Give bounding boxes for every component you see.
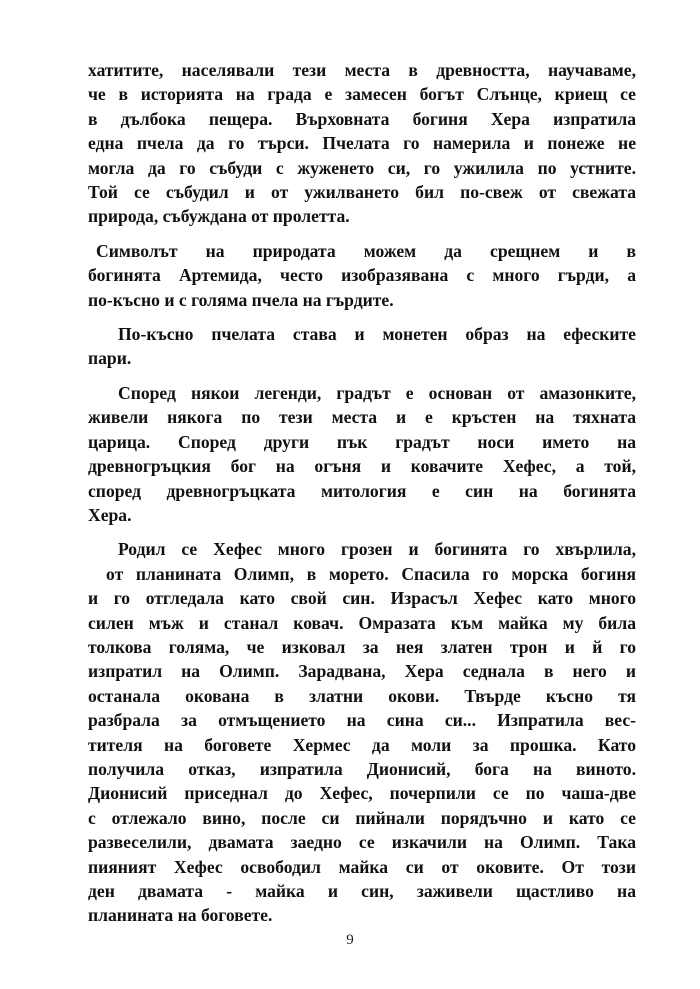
text-line: и го отгледала като свой син. Израсъл Хефес като много [88,588,636,609]
text-line: царица. Според други пък градът носи името на [88,431,636,452]
text-line: силен мъж и станал ковач. Омразата към майка му била [88,612,636,633]
text-line: от планината Олимп, в морето. Спасила го морска богиня [106,563,636,584]
text-line: тителя на боговете Хермес да моли за прошка. Като [88,734,636,755]
text-line: получила отказ, изпратила Дионисий, бога на виното. [88,758,636,779]
text-line: пияният Хефес освободил майка си от оковите. От този [88,856,636,877]
text-line: По-късно пчелата става и монетен образ на ефеските [118,324,636,345]
text-line: останала окована в златни окови. Твърде късно тя [88,685,636,706]
text-line: според древногръцката митология е син на богинята [88,480,636,501]
text-line: че в историята на града е замесен богът Слънце, криещ се [88,84,636,105]
text-line: могла да го събуди с жуженето си, го ужилила по устните. [88,157,636,178]
text-line: хатитите, населявали тези места в древността, научаваме, [88,60,636,80]
paragraph-5 [88,537,636,928]
text-line: една пчела да го търси. Пчелата го намерила и понеже не [88,133,636,154]
paragraph-3 [88,322,636,371]
text-line: разбрала за отмъщението на сина си... Изпратила вес- [88,710,636,731]
text-line: Според някои легенди, градът е основан от амазонките, [118,382,636,403]
page-number: 9 [346,932,354,948]
text-line: развеселили, двамата заедно се изкачили на Олимп. Така [88,832,636,853]
text-line: толкова голяма, че изковал за нея златен трон и й го [88,636,636,657]
text-line: в дълбока пещера. Върховната богиня Хера изпратила [88,108,636,129]
text-line: изпратил на Олимп. Зарадвана, Хера седнала в него и [88,661,636,682]
paragraph-2 [88,239,636,312]
text-line: с отлежало вино, после си пийнали порядъчно и като се [88,807,636,828]
text-line: природа, събуждана от пролетта. [88,206,350,227]
paragraph-4 [88,381,636,527]
text-line: древногръцкия бог на огъня и ковачите Хефес, а той, [88,456,636,477]
text-line: Символът на природата можем да срещнем и в [96,240,636,261]
text-line: по-късно и с голяма пчела на гърдите. [88,289,394,310]
text-line: богинята Артемида, често изобразявана с много гърди, а [88,265,636,286]
text-line: Хера. [88,504,132,525]
text-line: Родил се Хефес много грозен и богинята го хвърлила, [118,539,636,560]
document-page [88,58,636,938]
text-line: пари. [88,348,132,369]
text-line: Той се събудил и от ужилването бил по-свеж от свежата [88,182,636,203]
paragraph-1 [88,58,636,229]
text-line: ден двамата - майка и син, заживели щастливо на [88,881,636,901]
text-line: планината на боговете. [88,905,273,926]
text-line: Дионисий приседнал до Хефес, почерпили се по чаша-две [88,783,636,804]
text-line: живели някога по тези места и е кръстен на тяхната [88,407,636,428]
